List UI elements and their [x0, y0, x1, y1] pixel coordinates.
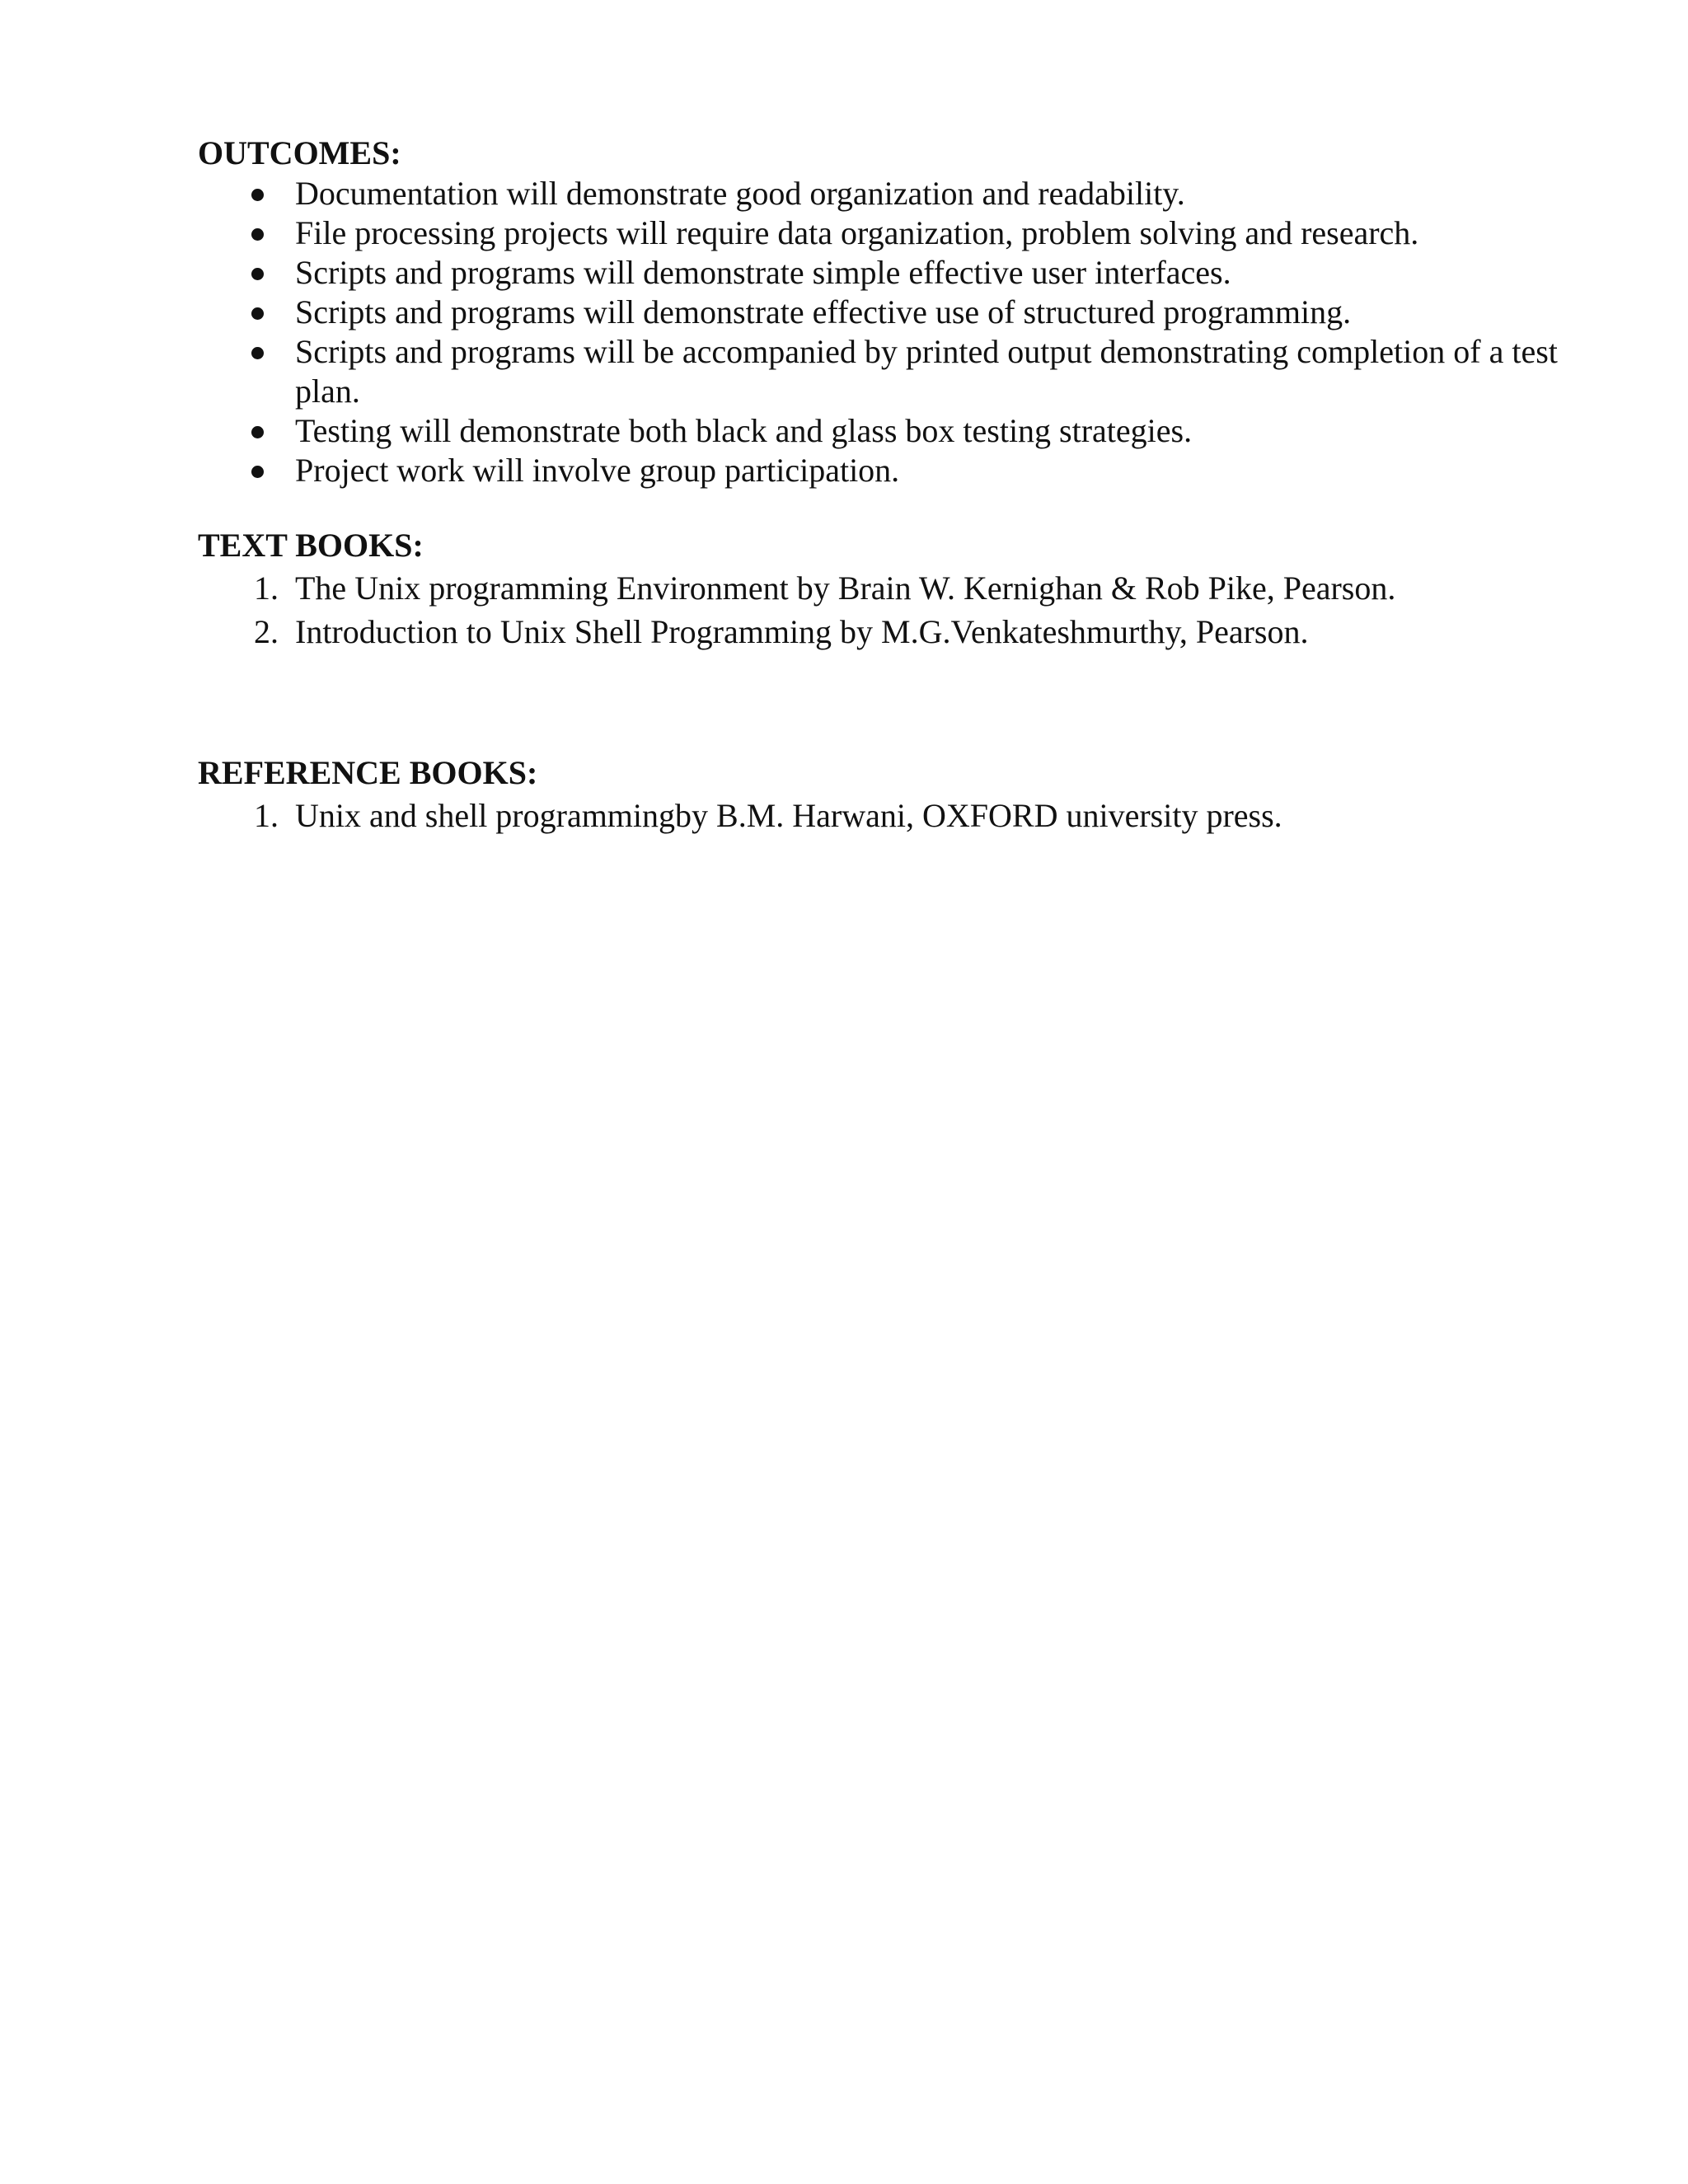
- outcome-text: Scripts and programs will demonstrate simple effective user interfaces.: [295, 254, 1231, 291]
- reference-book-title: Unix and shell programmingby B.M. Harwani, OXFORD university press.: [295, 797, 1282, 834]
- text-books-heading: TEXT BOOKS:: [198, 527, 424, 564]
- bullet-icon: [241, 451, 274, 490]
- bullet-icon: [241, 253, 274, 293]
- outcome-text: Project work will involve group participation.: [295, 452, 900, 489]
- bullet-icon: [241, 174, 274, 213]
- outcome-text: Scripts and programs will demonstrate effective use of structured programming.: [295, 293, 1352, 330]
- outcome-text: Documentation will demonstrate good organization and readability.: [295, 175, 1185, 212]
- bullet-icon: [241, 332, 274, 372]
- list-number: 1.: [254, 569, 279, 607]
- bullet-icon: [241, 411, 274, 451]
- bullet-icon: [241, 213, 274, 253]
- list-number: 1.: [254, 797, 279, 834]
- outcome-text: Testing will demonstrate both black and glass box testing strategies.: [295, 412, 1193, 449]
- text-book-title: Introduction to Unix Shell Programming by M.G.Venkateshmurthy, Pearson.: [295, 613, 1309, 650]
- bullet-icon: [241, 293, 274, 332]
- reference-books-heading: REFERENCE BOOKS:: [198, 754, 538, 791]
- list-number: 2.: [254, 613, 279, 650]
- outcome-text: Scripts and programs will be accompanied by printed output demonstrating completion of a test plan.: [295, 333, 1558, 410]
- outcomes-heading: OUTCOMES:: [198, 134, 401, 171]
- outcome-text: File processing projects will require data organization, problem solving and research.: [295, 214, 1419, 251]
- text-book-title: The Unix programming Environment by Brain W. Kernighan & Rob Pike, Pearson.: [295, 569, 1396, 607]
